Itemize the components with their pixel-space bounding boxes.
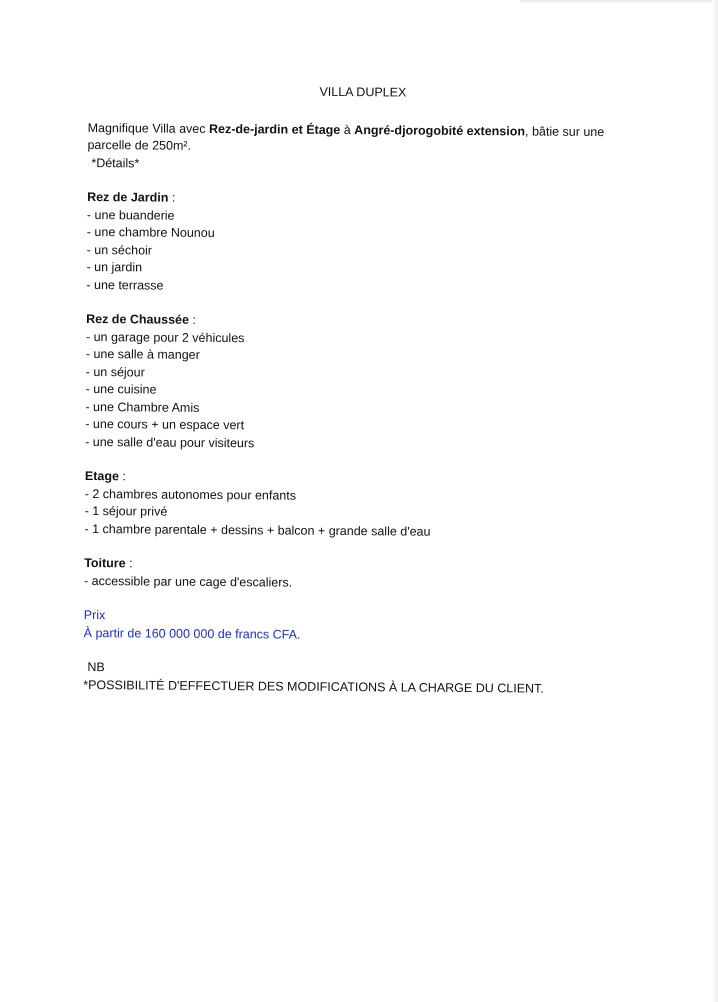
list-item: - une cuisine: [85, 381, 157, 397]
intro-part-1: Magnifique Villa avec: [87, 120, 210, 136]
section-heading-label: Rez de Chaussée: [86, 311, 190, 327]
list-item: - un séchoir: [86, 242, 153, 258]
list-item: - une chambre Nounou: [86, 224, 215, 240]
list-item: - une salle à manger: [85, 346, 200, 362]
section-heading-suffix: :: [188, 312, 196, 327]
document-title: VILLA DUPLEX: [319, 84, 407, 100]
feature-list: [85, 328, 626, 455]
list-item: - un jardin: [86, 259, 143, 275]
list-item: - une salle d'eau pour visiteurs: [85, 434, 255, 450]
list-item: - 1 séjour privé: [84, 503, 168, 519]
list-item: - 1 chambre parentale + dessins + balcon + grande salle d'eau: [84, 521, 431, 539]
price-block: [84, 607, 624, 646]
document-body: [83, 82, 628, 698]
section-toiture: [84, 555, 624, 594]
feature-list: [86, 206, 627, 298]
details-label: *Détails*: [91, 155, 140, 170]
feature-list: [84, 572, 624, 594]
intro-bold-location: Angré-djorogobité extension: [354, 122, 526, 138]
list-item: - un séjour: [85, 364, 145, 379]
section-heading-label: Etage: [84, 468, 120, 484]
list-item: - une cours + un espace vert: [85, 416, 245, 433]
section-rez-de-chaussee: [85, 311, 626, 455]
scan-shadow-top: [520, 0, 718, 4]
section-heading-label: Toiture: [84, 555, 126, 571]
section-heading-suffix: :: [118, 469, 126, 484]
list-item: - accessible par une cage d'escaliers.: [84, 573, 293, 590]
list-item: - 2 chambres autonomes pour enfants: [84, 486, 297, 503]
note-text: *POSSIBILITÉ D'EFFECTUER DES MODIFICATIONS À LA CHARGE DU CLIENT.: [83, 677, 544, 696]
note-block: [83, 659, 623, 698]
feature-list: [84, 485, 624, 542]
section-etage: [84, 468, 625, 542]
intro-part-2: à: [340, 122, 355, 137]
list-item: - une Chambre Amis: [85, 399, 200, 415]
intro-bold-levels: Rez-de-jardin et Étage: [208, 121, 341, 137]
note-label: NB: [87, 660, 105, 675]
list-item: - une terrasse: [86, 277, 164, 293]
intro-part-3: , bâtie sur une parcelle de 250m².: [87, 123, 605, 153]
price-label: Prix: [83, 607, 106, 623]
section-heading-suffix: :: [168, 190, 176, 205]
list-item: - un garage pour 2 véhicules: [85, 329, 245, 345]
intro-paragraph: [87, 119, 627, 176]
scan-shadow-right: [712, 0, 718, 1002]
intro-text: [87, 119, 627, 158]
section-heading-suffix: :: [125, 556, 133, 571]
list-item: - une buanderie: [86, 207, 175, 223]
section-heading-label: Rez de Jardin: [87, 189, 169, 205]
section-rez-de-jardin: [86, 189, 627, 298]
price-value: À partir de 160 000 000 de francs CFA.: [83, 625, 301, 642]
